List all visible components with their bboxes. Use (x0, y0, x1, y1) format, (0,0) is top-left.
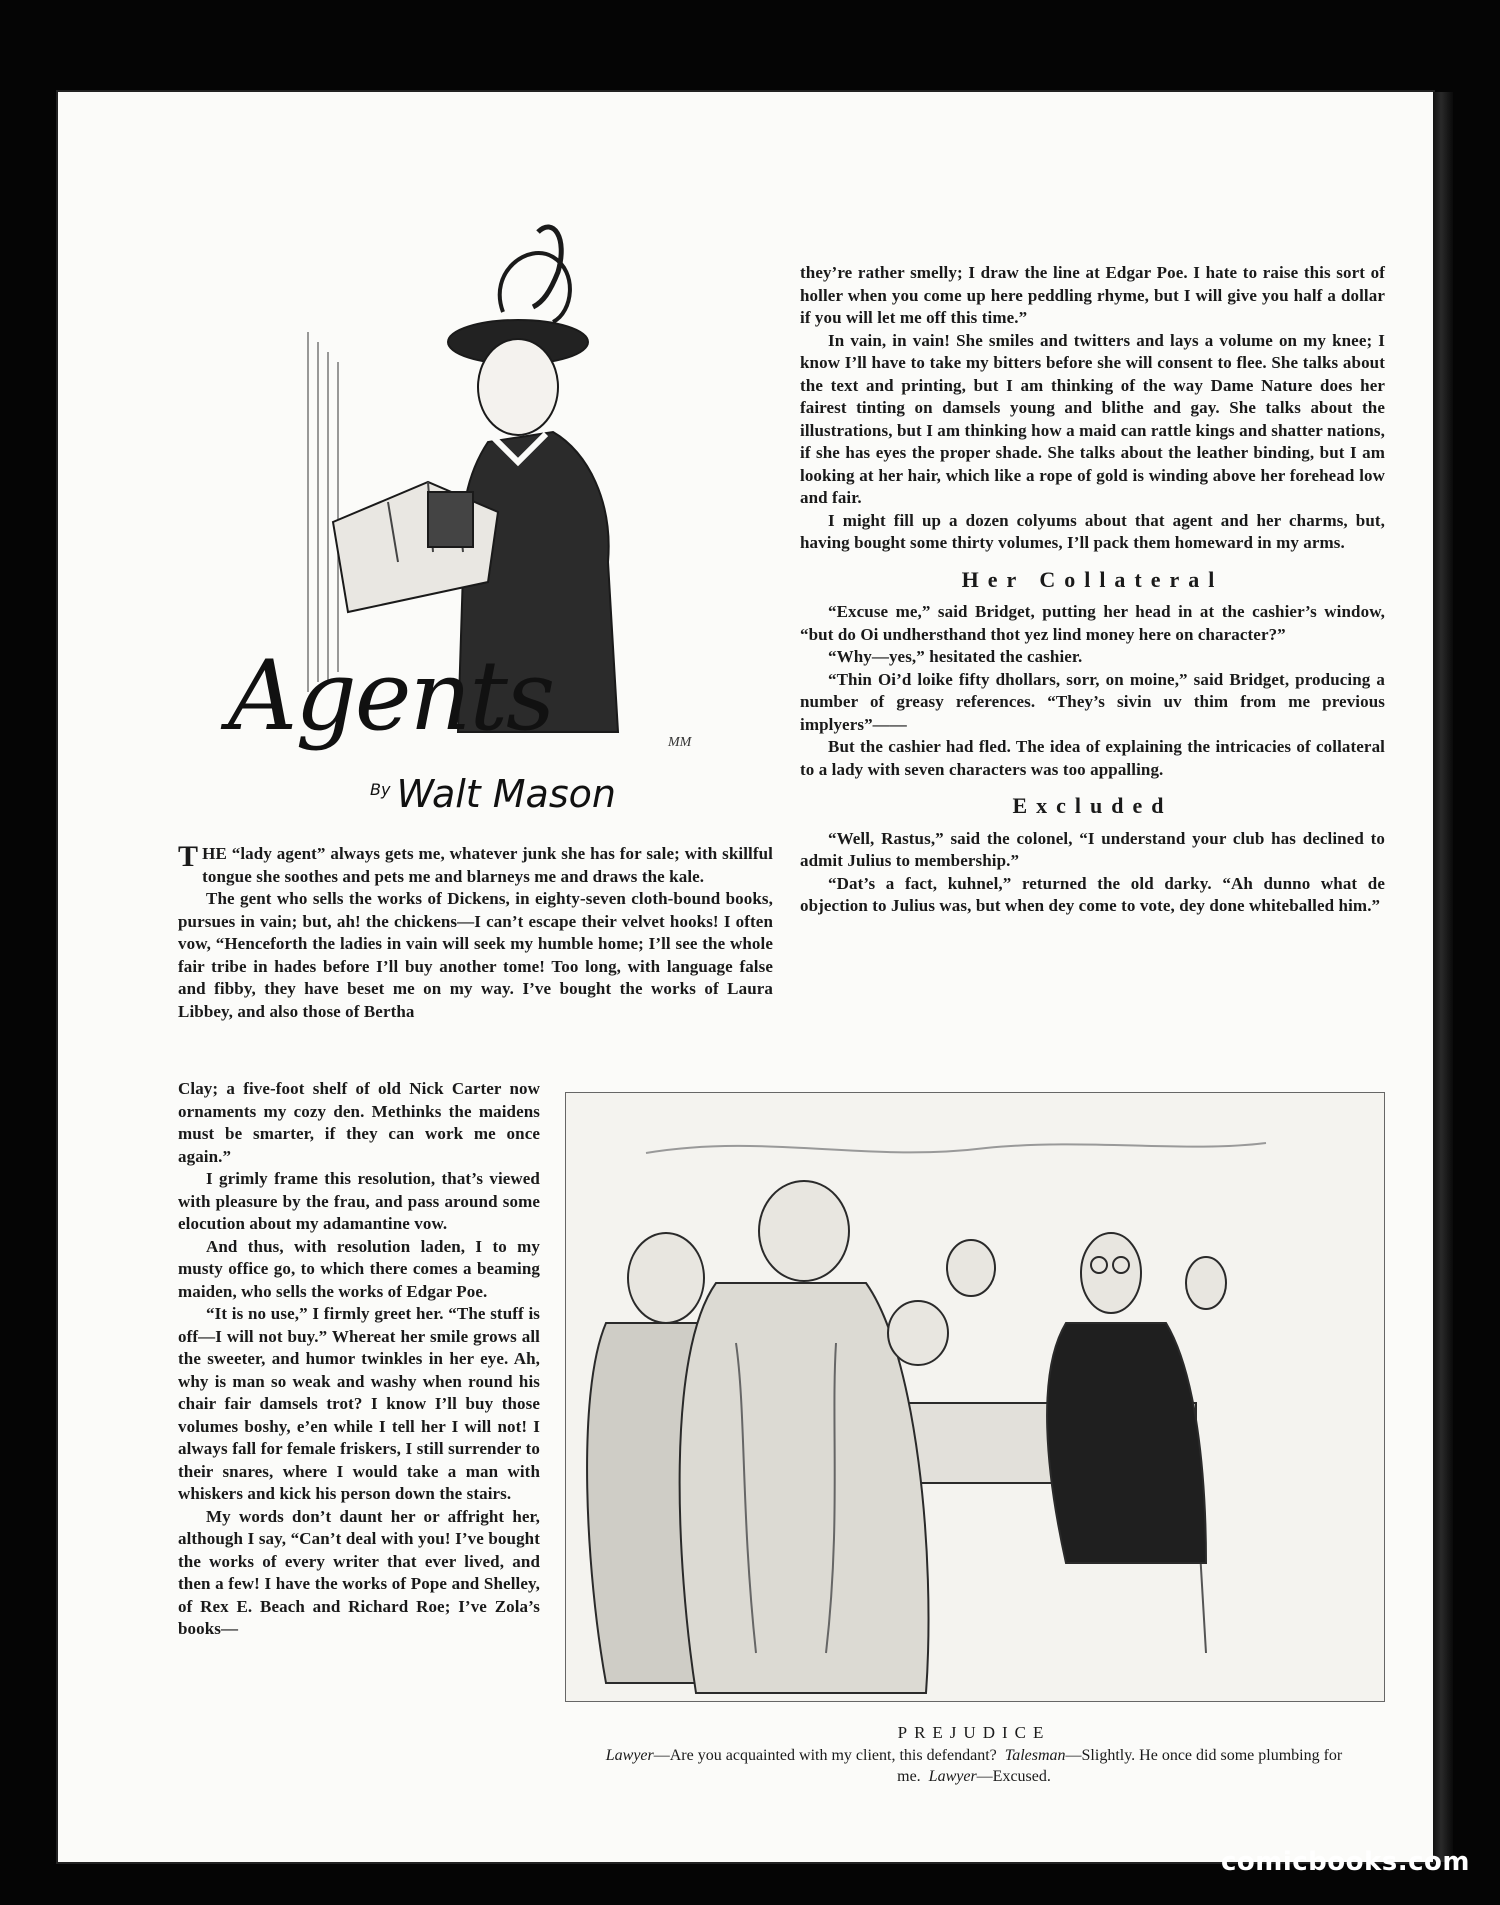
paragraph: But the cashier had fled. The idea of explaining the intricacies of collateral to a lady with seven characters was too appalling. (800, 737, 1385, 779)
paragraph: “Thin Oi’d loike fifty dhollars, sorr, on moine,” said Bridget, producing a number of greasy references. “They’s sivin uv thim from me previous implyers”—— (800, 669, 1385, 734)
byline (370, 772, 616, 816)
byline-prefix: By (370, 780, 391, 799)
caption-speaker: Talesman (1004, 1747, 1066, 1764)
paragraph: The gent who sells the works of Dickens, in eighty-seven cloth-bound books, pursues in vain; but, ah! the chickens—I can’t escape their velvet hooks! I often vow, “Henceforth the ladies in vain will seek my humble home; I’ll see the whole fair tribe in hades before I’ll buy another tome! Too long, with language false and fibby, they have beset me on my way. I’ve bought the works of Laura Libbey, and also those of Bertha (178, 889, 773, 1021)
article-column-1-bottom (178, 1078, 540, 1641)
prejudice-cartoon (565, 1092, 1385, 1702)
paragraph: In vain, in vain! She smiles and twitters and lays a volume on my knee; I know I’ll have to take my bitters before she will consent to flee. She talks about the text and printing, but I am thinking of the way Dame Nature does her fairest tinting on damsels young and blithe and gay. She talks about the illustrations, but I am thinking how a maid can rattle kings and shatter nations, if she has eyes the proper shade. She talks about the leather binding, but I am looking at her hair, which like a rope of gold is winding above her forehead low and fair. (800, 330, 1385, 507)
caption-speaker: Lawyer (605, 1747, 654, 1764)
paragraph: “Excuse me,” said Bridget, putting her head in at the cashier’s window, “but do Oi undhersthand thot yez lind money here on character?” (800, 602, 1385, 644)
section-heading-collateral: Her Collateral (961, 566, 1224, 592)
paragraph: My words don’t daunt her or affright her, although I say, “Can’t deal with you! I’ve bought the works of every writer that ever lived, and then a few! I have the works of Pope and Shelley, of Rex E. Beach and Richard Roe; I’ve Zola’s books— (178, 1506, 540, 1638)
drop-cap: T (178, 840, 199, 873)
paragraph: “It is no use,” I firmly greet her. “The stuff is off—I will not buy.” Whereat her smile grows all the sweeter, and humor twinkles in her eye. Ah, why is man so weak and washy when round his chair fair damsels trot? I know I’ll buy those volumes boshy, e’en while I tell her I will not! I always fall for female friskers, I still surrender to their snares, where I would take a man with whiskers and kick his person down the stairs. (178, 1304, 540, 1503)
artist-initials: MM (668, 735, 692, 750)
paragraph: “Well, Rastus,” said the colonel, “I understand your club has declined to admit Julius to membership.” (800, 828, 1385, 870)
next-page-edge (1433, 92, 1453, 1862)
section-heading-excluded: Excluded (1012, 793, 1173, 818)
paragraph: And thus, with resolution laden, I to my musty office go, to which there comes a beaming maiden, who sells the works of Edgar Poe. (178, 1236, 540, 1301)
paragraph: “Why—yes,” hesitated the cashier. (828, 647, 1083, 666)
article-title: Agents (228, 640, 554, 752)
caption-line: —Slightly. He once did some plumbing for me. (897, 1747, 1343, 1785)
cartoon-caption (565, 1722, 1383, 1787)
article-column-1-top (178, 840, 773, 1023)
paragraph: Clay; a five-foot shelf of old Nick Carter now ornaments my cozy den. Methinks the maidens must be smarter, if they can work me once again.” (178, 1079, 540, 1166)
cartoon-title: PREJUDICE (897, 1723, 1051, 1742)
author-name: Walt Mason (396, 772, 616, 816)
caption-line: —Excused. (976, 1768, 1051, 1785)
caption-speaker: Lawyer (928, 1768, 977, 1785)
paragraph: “Dat’s a fact, kuhnel,” returned the old darky. “Ah dunno what de objection to Julius was, but when dey come to vote, dey done whiteballed him.” (800, 873, 1385, 915)
paragraph: I might fill up a dozen colyums about that agent and her charms, but, having bought some thirty volumes, I’ll pack them homeward in my arms. (800, 510, 1385, 552)
site-watermark: comicbooks.com (1220, 1847, 1470, 1877)
caption-line: —Are you acquainted with my client, this defendant? (653, 1747, 997, 1764)
paragraph: I grimly frame this resolution, that’s viewed with pleasure by the frau, and pass around some elocution about my adamantine vow. (178, 1169, 540, 1233)
paragraph: they’re rather smelly; I draw the line at Edgar Poe. I hate to raise this sort of holler when you come up here peddling rhyme, but I will give you half a dollar if you will let me off this time.” (800, 263, 1385, 327)
paragraph: THE “lady agent” always gets me, whatever junk she has for sale; with skillful tongue she soothes and pets me and blarneys me and draws the kale. (178, 840, 773, 886)
article-column-2 (800, 262, 1385, 918)
